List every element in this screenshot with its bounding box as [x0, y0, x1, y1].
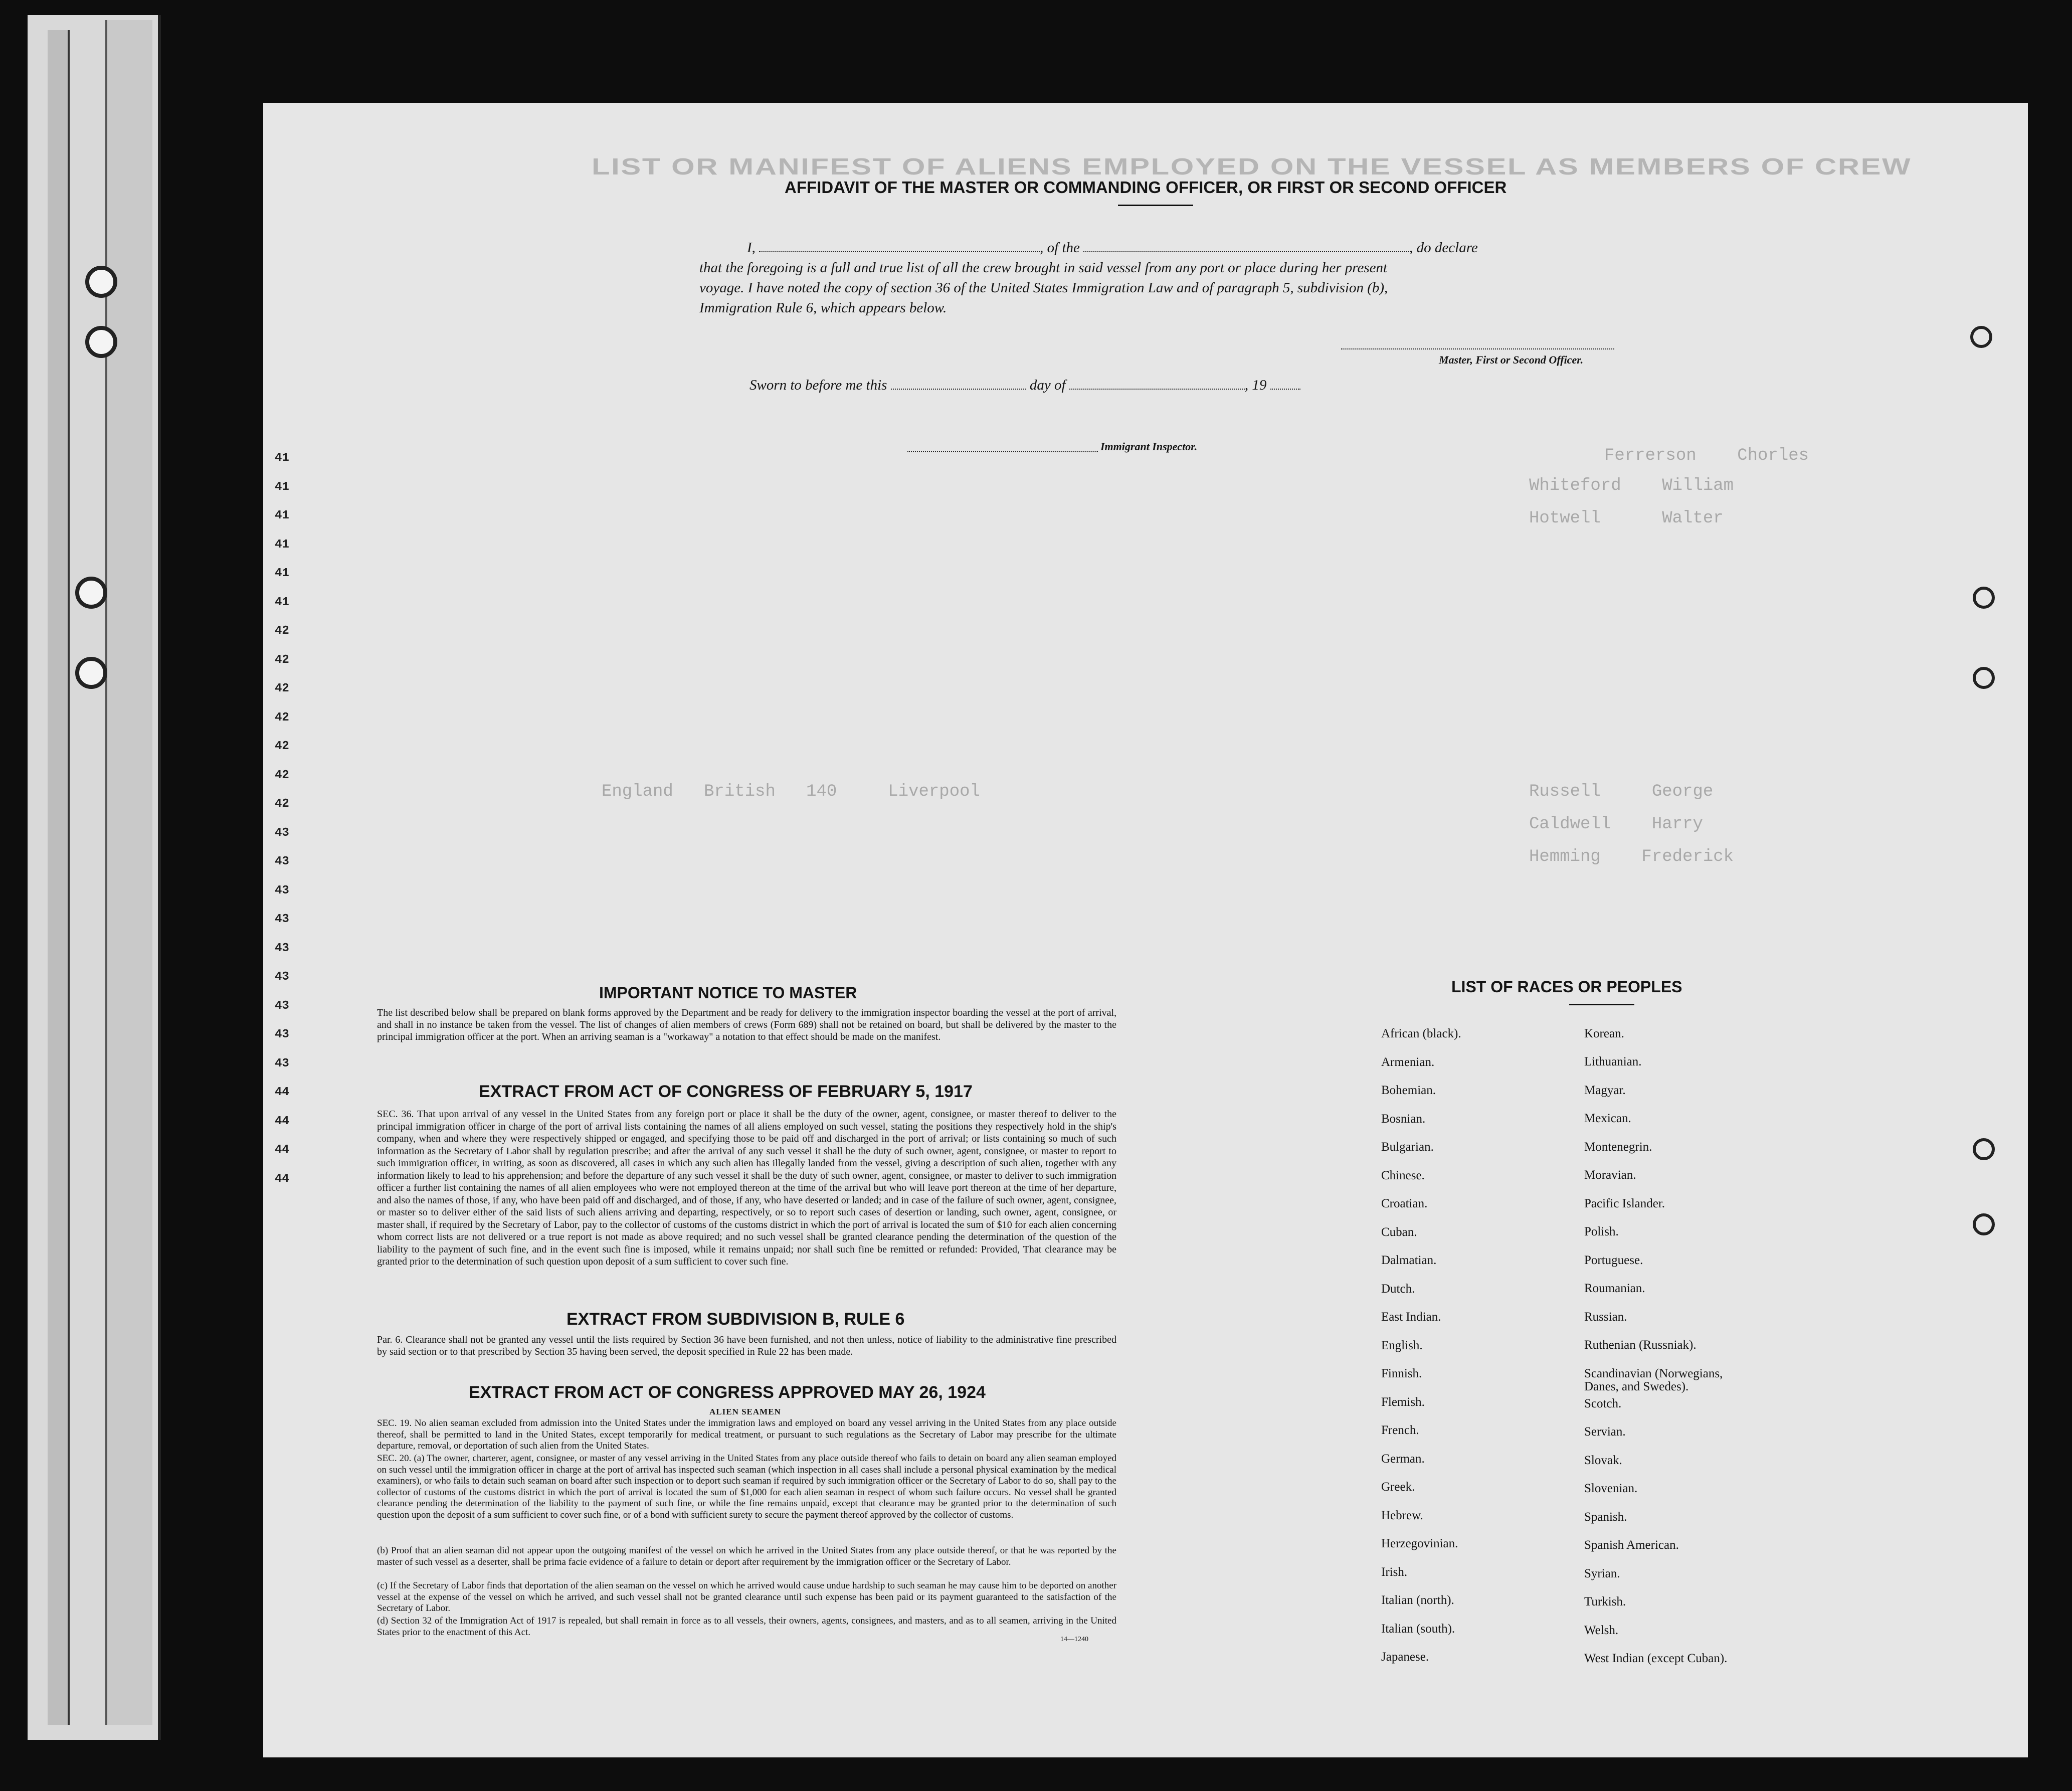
- race-item: Welsh.: [1584, 1624, 1619, 1637]
- race-item: Herzegovinian.: [1381, 1537, 1458, 1550]
- punch-hole: [1973, 1213, 1995, 1235]
- master-signature-line[interactable]: [1341, 348, 1614, 349]
- race-item: French.: [1381, 1423, 1419, 1437]
- extract-1924-sec20c: (c) If the Secretary of Labor finds that deportation of the alien seaman on the vessel on which he arrived would cause undue hardship to such seaman he may cause him to be deported on another vessel at the expense of the vessel on which he arrived, and such vessel shall not be granted clearance until such expense has been paid or its payment guaranteed to the satisfaction of the Secretary of Labor.: [377, 1580, 1116, 1614]
- master-name-field[interactable]: [759, 251, 1040, 252]
- margin-number: 43: [275, 970, 289, 984]
- margin-number: 42: [275, 710, 289, 725]
- race-item: Bosnian.: [1381, 1112, 1426, 1126]
- margin-number: 41: [275, 509, 289, 522]
- race-item: East Indian.: [1381, 1310, 1441, 1324]
- race-item: Armenian.: [1381, 1055, 1435, 1069]
- sworn-line: [749, 377, 1300, 394]
- affidavit-of-the: , of the: [1040, 240, 1080, 256]
- race-item: Japanese.: [1381, 1650, 1429, 1664]
- binder-hole: [85, 266, 117, 298]
- race-item: Slovenian.: [1584, 1482, 1638, 1495]
- race-item: Danes, and Swedes).: [1584, 1380, 1689, 1393]
- race-item: Cuban.: [1381, 1225, 1417, 1239]
- race-item: Spanish American.: [1584, 1538, 1679, 1552]
- margin-number: 43: [275, 855, 289, 868]
- form-number: 14—1240: [1060, 1636, 1088, 1643]
- margin-number: 43: [275, 999, 289, 1013]
- extract-1924-sec20d: (d) Section 32 of the Immigration Act of 1917 is repealed, but shall remain in force as to all vessels, their owners, agents, consignees, and masters, and as to all seamen, arriving in the United States prior to the enactment of this Act.: [377, 1616, 1116, 1638]
- sworn-day-field[interactable]: [891, 389, 1026, 390]
- notice-title: IMPORTANT NOTICE TO MASTER: [599, 984, 857, 1002]
- bleed-through-text: England British 140 Liverpool: [602, 782, 980, 801]
- race-item: Portuguese.: [1584, 1253, 1643, 1267]
- race-item: Russian.: [1584, 1310, 1627, 1324]
- day-of-label: day of: [1029, 377, 1066, 393]
- year-label: , 19: [1244, 377, 1267, 393]
- affidavit-i: I,: [747, 240, 756, 256]
- race-item: English.: [1381, 1338, 1423, 1352]
- margin-number: 42: [275, 653, 289, 667]
- race-item: Greek.: [1381, 1480, 1415, 1494]
- inspector-signature-line[interactable]: [907, 451, 1098, 452]
- race-item: Magyar.: [1584, 1084, 1626, 1097]
- extract-1917-title: EXTRACT FROM ACT OF CONGRESS OF FEBRUARY 5, 1917: [479, 1082, 973, 1101]
- margin-number: 42: [275, 682, 289, 695]
- margin-number: 43: [275, 826, 289, 840]
- affidavit-title: AFFIDAVIT OF THE MASTER OR COMMANDING OFFICER, OR FIRST OR SECOND OFFICER: [785, 178, 1507, 197]
- margin-number: 41: [275, 538, 289, 552]
- race-item: Slovak.: [1584, 1454, 1622, 1467]
- bleed-through-heading: LIST OR MANIFEST OF ALIENS EMPLOYED ON THE VESSEL AS MEMBERS OF CREW: [592, 153, 1912, 180]
- bleed-through-text: Hotwell Walter: [1529, 509, 1724, 528]
- race-item: Bohemian.: [1381, 1084, 1436, 1097]
- race-item: Ruthenian (Russniak).: [1584, 1338, 1697, 1352]
- bleed-through-text: Hemming Frederick: [1529, 847, 1734, 866]
- extract-1924-sec19: SEC. 19. No alien seaman excluded from admission into the United States under the immigration laws and employed on board any vessel arriving in the United States from any place outside thereof, shall be permitted to land in the United States, except temporarily for medical treatment, or pursuant to such regulations as the Secretary of Labor may prescribe for the ultimate departure, removal, or deportation of such alien from the United States.: [377, 1418, 1116, 1451]
- sworn-label: Sworn to before me this: [749, 377, 887, 393]
- margin-number: 42: [275, 740, 289, 753]
- binder-hole: [85, 326, 117, 358]
- race-item: Montenegrin.: [1584, 1140, 1652, 1154]
- punch-hole: [1973, 667, 1995, 689]
- binding-strip: [48, 30, 70, 1725]
- margin-number: 41: [275, 451, 289, 465]
- race-item: Finnish.: [1381, 1367, 1422, 1380]
- race-item: German.: [1381, 1452, 1425, 1466]
- race-item: Croatian.: [1381, 1197, 1428, 1210]
- race-item: Syrian.: [1584, 1567, 1620, 1580]
- extract-1917-text: SEC. 36. That upon arrival of any vessel in the United States from any foreign port or place it shall be the duty of the owner, agent, consignee, or master thereof to deliver to the principal immigration officer in charge of the port of arrival lists containing the names of all aliens employed on such vessel, stating the positions they respectively hold in the ship's company, when and where they were respectively shipped or engaged, and specifying those to be paid off and discharged in the port of arrival; or lists containing so much of such information as the Secretary of Labor shall by regulation prescribe; and after the arrival of any such vessel it shall be the duty of such owner, agent, consignee, or master to report to such immigration officer, in writing, as soon as discovered, all cases in which any such alien has illegally landed from the vessel, giving a description of such alien, together with any information likely to lead to his apprehension; and before the departure of any such vessel it shall be the duty of such owner, agent, consignee, or master to deliver to such immigration officer a further list containing the names of all alien employees who were not employed thereon at the time of the arrival but who will leave port thereon at the time of her departure, and also the names of those, if any, who have been paid off and discharged, and of those, if any, who have deserted or landed; and in case of the failure of such owner, agent, consignee, or master so to deliver either of the said lists of such aliens arriving and departing, respectively, or so to report such cases of desertion or landing, such owner, agent, consignee, or master shall, if required by the Secretary of Labor, pay to the collector of customs of the customs district in which the port of arrival is located the sum of $10 for each alien concerning whom correct lists are not delivered or a true report is not made as above required; and no such vessel shall be granted clearance pending the determination of the question of the liability to the payment of such fine, and in the event such fine is imposed, while it remains unpaid; nor shall such fine be remitted or refunded: Provided, That clearance may be granted prior to the determination of such question upon deposit of a sum sufficient to cover such fine.: [377, 1109, 1116, 1267]
- race-item: Italian (south).: [1381, 1622, 1455, 1636]
- bleed-through-text: Russell George: [1529, 782, 1714, 801]
- race-item: Scandinavian (Norwegians,: [1584, 1367, 1723, 1380]
- race-item: Turkish.: [1584, 1595, 1626, 1608]
- extract-1924-sec20b: (b) Proof that an alien seaman did not appear upon the outgoing manifest of the vessel on which he arrived in the United States from any place outside thereof, or that he was reported by the master of such vessel as a deserter, shall be prima facie evidence of a failure to detain or deport after requirement by the immigration officer or the Secretary of Labor.: [377, 1545, 1116, 1567]
- race-item: Dalmatian.: [1381, 1253, 1437, 1267]
- affidavit-line-4: Immigration Rule 6, which appears below.: [699, 300, 947, 316]
- margin-number: 44: [275, 1172, 289, 1186]
- races-rule: [1569, 1004, 1634, 1005]
- race-item: Polish.: [1584, 1225, 1619, 1238]
- affidavit-line-3: voyage. I have noted the copy of section 36 of the United States Immigration Law and of paragraph 5, subdivision (b),: [699, 280, 1388, 296]
- race-item: Servian.: [1584, 1425, 1626, 1439]
- race-item: Chinese.: [1381, 1168, 1425, 1182]
- inspector-label: Immigrant Inspector.: [1100, 440, 1198, 453]
- sworn-year-field[interactable]: [1270, 389, 1300, 390]
- race-item: African (black).: [1381, 1027, 1461, 1040]
- margin-number: 42: [275, 624, 289, 638]
- margin-number: 44: [275, 1086, 289, 1099]
- bleed-through-text: Whiteford William: [1529, 476, 1734, 495]
- title-rule: [1118, 205, 1193, 206]
- race-item: Roumanian.: [1584, 1282, 1645, 1295]
- punch-hole: [1973, 587, 1995, 609]
- margin-number: 44: [275, 1143, 289, 1157]
- race-item: Pacific Islander.: [1584, 1197, 1665, 1210]
- race-item: Mexican.: [1584, 1112, 1631, 1125]
- punch-hole: [1973, 1138, 1995, 1160]
- margin-number: 43: [275, 1028, 289, 1041]
- race-item: Korean.: [1584, 1027, 1624, 1040]
- race-item: Spanish.: [1584, 1510, 1627, 1524]
- margin-number: 43: [275, 1056, 289, 1070]
- extract-1924-title: EXTRACT FROM ACT OF CONGRESS APPROVED MAY 26, 1924: [469, 1383, 986, 1402]
- race-item: Hebrew.: [1381, 1508, 1423, 1522]
- binder-hole: [75, 577, 107, 609]
- affidavit-line-1: [747, 240, 1478, 256]
- race-item: Scotch.: [1584, 1397, 1622, 1410]
- punch-hole: [1970, 326, 1992, 348]
- extract-rule6-text: Par. 6. Clearance shall not be granted any vessel until the lists required by Section 36 have been furnished, and not then unless, notice of liability to the administrative fine prescribed by said section or to that prescribed by Section 35 having been served, the deposit specified in Rule 22 has been made.: [377, 1334, 1116, 1357]
- extract-1924-sec20a: SEC. 20. (a) The owner, charterer, agent, consignee, or master of any vessel arriving in the United States from any place outside thereof who fails to detain on board any alien seaman employed on such vessel until the immigration officer in charge at the port of arrival has inspected such seaman (which inspection in all cases shall include a personal physical examination by the medical examiners), or who fails to detain such seaman on board after such inspection or to deport such seaman if required by such immigration officer or the Secretary of Labor to do so, shall pay to the collector of customs of the customs district in which the port of arrival is located the sum of $1,000 for each alien seaman in respect of whom such failure occurs. No vessel shall be granted clearance pending the determination of the liability to the payment of such fine, or while the fine remains unpaid, except that clearance may be granted prior to the determination of such question upon the deposit of a sum sufficient to cover such fine, or of a bond with sufficient surety to secure the payment thereof approved by the collector of customs.: [377, 1453, 1116, 1520]
- extract-rule6-title: EXTRACT FROM SUBDIVISION B, RULE 6: [567, 1310, 905, 1329]
- binder-hole: [75, 657, 107, 689]
- race-item: Lithuanian.: [1584, 1055, 1642, 1068]
- margin-number: 43: [275, 941, 289, 955]
- margin-number: 41: [275, 567, 289, 580]
- bleed-through-text: Ferrerson Chorles: [1604, 446, 1809, 465]
- race-item: Flemish.: [1381, 1395, 1425, 1409]
- races-title: LIST OF RACES OR PEOPLES: [1451, 978, 1682, 996]
- master-signature-label: Master, First or Second Officer.: [1439, 353, 1584, 366]
- sworn-month-field[interactable]: [1069, 389, 1245, 390]
- margin-number: 44: [275, 1114, 289, 1128]
- margin-number: 41: [275, 480, 289, 494]
- race-item: Moravian.: [1584, 1168, 1636, 1182]
- affidavit-declare: , do declare: [1409, 240, 1478, 256]
- race-item: Irish.: [1381, 1565, 1408, 1579]
- margin-number: 42: [275, 768, 289, 782]
- bleed-through-text: Caldwell Harry: [1529, 815, 1703, 834]
- margin-number: 41: [275, 595, 289, 609]
- affidavit-line-2: that the foregoing is a full and true list of all the crew brought in said vessel from any port or place during her present: [699, 260, 1388, 276]
- race-item: Italian (north).: [1381, 1593, 1454, 1607]
- notice-text: The list described below shall be prepared on blank forms approved by the Department and be ready for delivery to the immigration inspector boarding the vessel at the port of arrival, and shall in no instance be taken from the vessel. The list of changes of alien members of crews (Form 689) shall not be retained on board, but shall be delivered by the master to the principal immigration officer at the port. When an arriving seaman is a "workaway" a notation to that effect should be made on the manifest.: [377, 1007, 1116, 1042]
- race-item: Dutch.: [1381, 1282, 1415, 1296]
- margin-number: 43: [275, 913, 289, 926]
- race-item: Bulgarian.: [1381, 1140, 1434, 1154]
- margin-number: 42: [275, 797, 289, 811]
- margin-number: 43: [275, 883, 289, 898]
- race-item: West Indian (except Cuban).: [1584, 1652, 1728, 1665]
- vessel-name-field[interactable]: [1083, 251, 1409, 252]
- extract-1924-subtitle: ALIEN SEAMEN: [709, 1407, 781, 1416]
